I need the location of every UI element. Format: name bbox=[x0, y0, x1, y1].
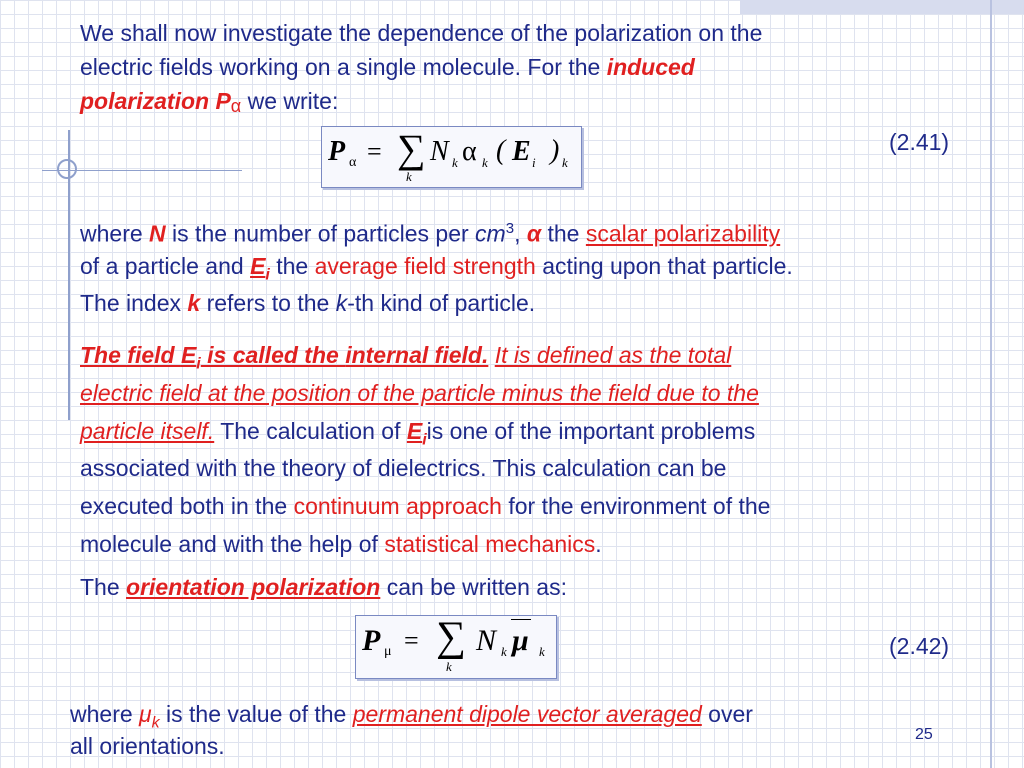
definition-line-2: of a particle and $E_i$ the average field strength acting upon that particle. bbox=[80, 253, 793, 284]
permanent-dipole-term: permanent dipole vector averaged bbox=[352, 701, 702, 727]
dipole-line-1: where $\mu_k$ is the value of the permanent dipole vector averaged over bbox=[70, 701, 753, 732]
internal-field-line-4: associated with the theory of dielectrics. This calculation can be bbox=[80, 455, 727, 481]
induced-polarization-term: polarization P bbox=[80, 88, 231, 114]
equation-2-42: P μ = ∑ k N k μ k bbox=[355, 615, 557, 679]
intro-line-1: We shall now investigate the dependence of the polarization on the bbox=[80, 20, 763, 46]
average-field-strength-term: average field strength bbox=[314, 253, 536, 279]
equation-number-2-42: (2.42) bbox=[889, 633, 950, 659]
internal-field-line-6: molecule and with the help of statistical mechanics. bbox=[80, 531, 602, 557]
intro-line-3: polarization Pα we write: bbox=[80, 88, 339, 116]
induced-term: induced bbox=[606, 54, 695, 80]
circle-ornament-icon bbox=[57, 159, 77, 179]
internal-field-line-1: The field $E_i$ is called the internal field. It is defined as the total bbox=[80, 342, 732, 373]
continuum-approach-term: continuum approach bbox=[293, 493, 502, 519]
statistical-mechanics-term: statistical mechanics bbox=[384, 531, 596, 557]
intro-line-2: electric fields working on a single molecule. For the induced bbox=[80, 54, 695, 80]
internal-field-term: internal field. bbox=[345, 342, 489, 368]
internal-field-line-2: electric field at the position of the particle minus the field due to the bbox=[80, 380, 759, 406]
dipole-line-2: all orientations. bbox=[70, 733, 225, 759]
internal-field-line-3: particle itself. The calculation of $E_iis$ one of the important problems bbox=[80, 418, 756, 449]
definition-line-1: where N is the number of particles per $cm^3$, α the scalar polarizability bbox=[80, 220, 781, 247]
equation-number-2-41: (2.41) bbox=[889, 129, 950, 155]
orientation-line: The orientation polarization can be written as: bbox=[80, 574, 567, 600]
top-band-decoration bbox=[740, 0, 1024, 14]
page-number: 25 bbox=[915, 726, 933, 743]
right-rule-decoration bbox=[990, 0, 992, 768]
internal-field-line-5: executed both in the continuum approach for the environment of the bbox=[80, 493, 771, 519]
definition-line-3: The index k refers to the k-th kind of particle. bbox=[80, 290, 536, 316]
equation-2-41: P α = ∑ k N k α k ( E i ) k bbox=[321, 126, 582, 188]
orientation-polarization-term: orientation polarization bbox=[126, 574, 381, 600]
scalar-polarizability-term: scalar polarizability bbox=[585, 220, 781, 247]
